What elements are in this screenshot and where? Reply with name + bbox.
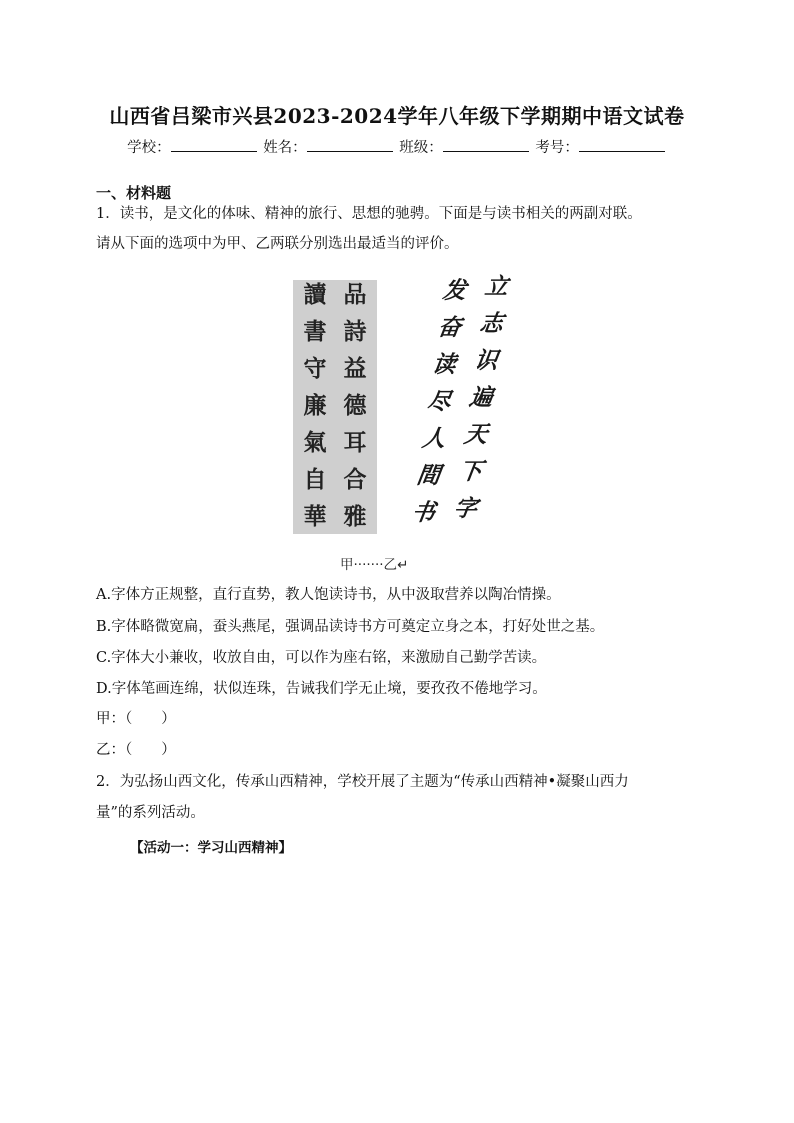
- school-label: 学校：: [127, 140, 171, 156]
- couplet-char: 书: [410, 499, 437, 526]
- exam-no-blank[interactable]: [579, 137, 665, 152]
- couplet-char: 間: [415, 462, 442, 489]
- answer-yi[interactable]: 乙：（ ）: [96, 742, 176, 758]
- couplet-char: 读: [430, 351, 458, 378]
- couplet-char: 字: [452, 495, 479, 522]
- answer-jia[interactable]: 甲：（ ）: [96, 711, 176, 727]
- option-b: B.字体略微宽扁，蚕头燕尾，强调品读诗书方可奠定立身之本，打好处世之基。: [96, 619, 605, 635]
- q2-line1: 2．为弘扬山西文化，传承山西精神，学校开展了主题为“传承山西精神•凝聚山西力: [96, 774, 629, 790]
- couplet-char: 天: [462, 421, 490, 448]
- school-blank[interactable]: [171, 137, 257, 152]
- couplet-char: 发: [441, 277, 468, 304]
- couplet-char: 下: [457, 458, 484, 485]
- couplet-char: 益: [343, 355, 367, 382]
- couplet-char: 雅: [343, 503, 367, 530]
- couplet-char: 廉: [303, 392, 327, 419]
- exam-no-label: 考号：: [535, 140, 579, 156]
- couplet-char: 品: [343, 281, 367, 308]
- q1-line1: 1．读书，是文化的体味、精神的旅行、思想的驰骋。下面是与读书相关的两副对联。: [96, 206, 642, 222]
- couplet-char: 耳: [343, 429, 367, 456]
- exam-title: 山西省吕梁市兴县2023-2024学年八年级下学期期中语文试卷: [109, 104, 685, 128]
- class-label: 班级：: [399, 140, 443, 156]
- couplet-char: 立: [483, 273, 510, 300]
- couplet-char: 讀: [303, 281, 327, 308]
- couplet-char: 志: [478, 310, 505, 337]
- couplet-char: 识: [472, 347, 500, 374]
- couplet-caption: 甲·······乙↵: [340, 557, 409, 573]
- q1-line2: 请从下面的选项中为甲、乙两联分别选出最适当的评价。: [96, 236, 459, 252]
- couplet-char: 人: [420, 425, 448, 452]
- option-d: D.字体笔画连绵，状似连珠，告诫我们学无止境，要孜孜不倦地学习。: [96, 681, 547, 697]
- class-blank[interactable]: [443, 137, 529, 152]
- couplet-jia-left: [300, 276, 330, 535]
- q2-line2: 量”的系列活动。: [96, 805, 205, 821]
- couplet-char: 合: [343, 466, 367, 493]
- option-a: A.字体方正规整，直行直势，教人饱读诗书，从中汲取营养以陶冶情操。: [96, 587, 561, 603]
- student-info-row: [0, 136, 794, 157]
- couplet-jia-right: [340, 276, 370, 535]
- name-label: 姓名：: [263, 140, 307, 156]
- name-blank[interactable]: [307, 137, 393, 152]
- couplet-char: 尽: [425, 388, 453, 415]
- section-heading: 一、材料题: [96, 184, 172, 202]
- couplet-char: 遍: [467, 384, 495, 411]
- couplet-char: 自: [303, 466, 327, 493]
- option-c: C.字体大小兼收，收放自由，可以作为座右铭，来激励自己勤学苦读。: [96, 650, 547, 666]
- couplet-char: 書: [303, 318, 327, 345]
- couplet-char: 氣: [303, 429, 327, 456]
- couplet-char: 德: [343, 392, 367, 419]
- couplet-char: 守: [303, 355, 327, 382]
- activity-heading: 【活动一：学习山西精神】: [130, 840, 292, 856]
- couplet-char: 詩: [343, 318, 367, 345]
- couplet-char: 奋: [436, 314, 463, 341]
- couplet-char: 華: [303, 503, 327, 530]
